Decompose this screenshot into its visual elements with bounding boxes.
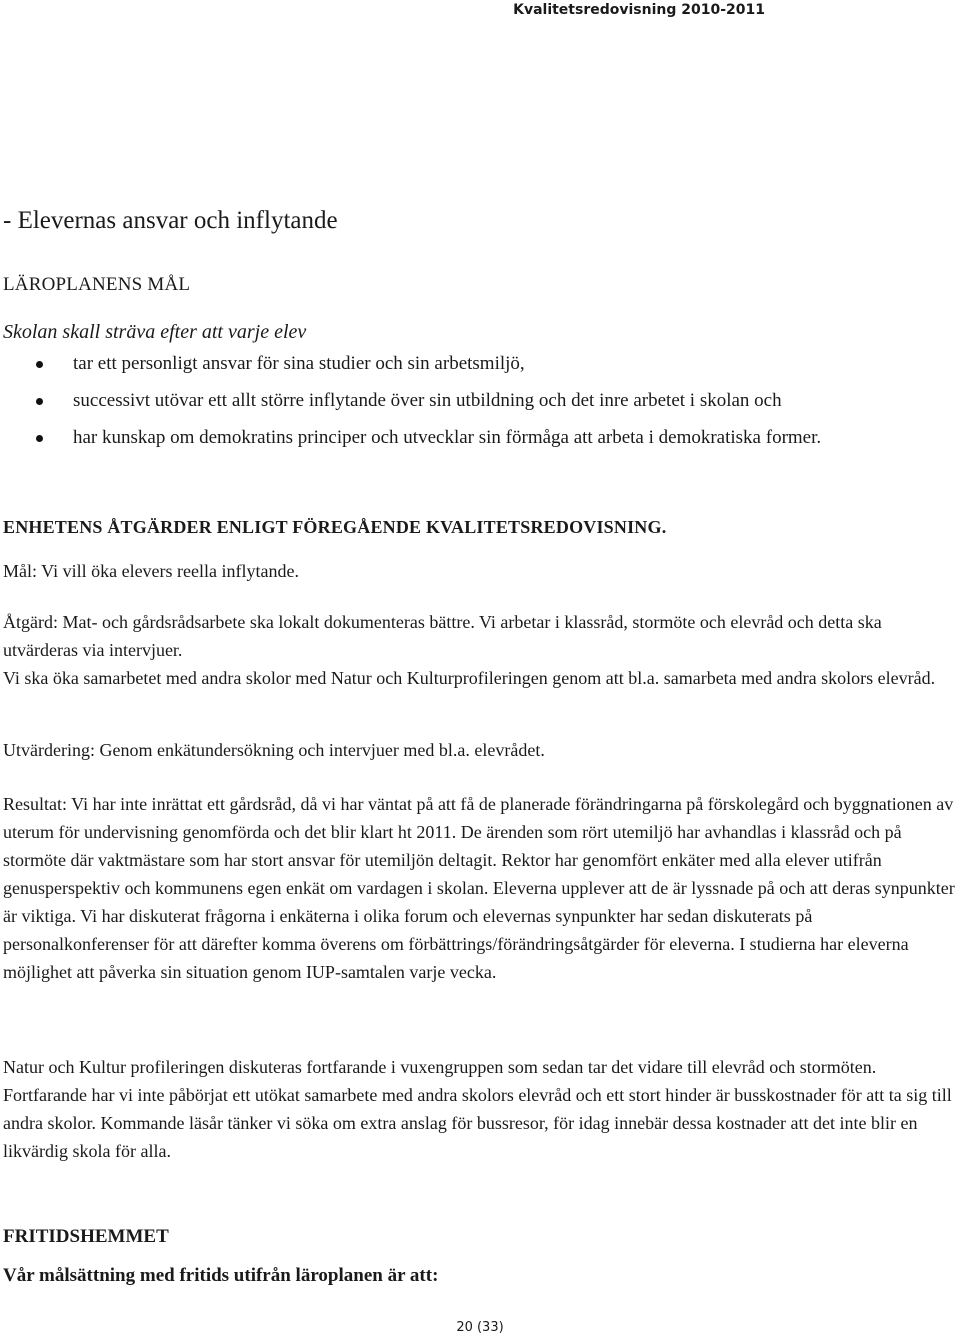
- fritids-heading: FRITIDSHEMMET: [3, 1226, 169, 1247]
- list-item: [0, 424, 953, 452]
- curriculum-goals-list: [0, 350, 960, 452]
- bullet-icon: [36, 398, 43, 405]
- list-item: [0, 350, 953, 378]
- result-paragraph: Resultat: Vi har inte inrättat ett gårdsråd, då vi har väntat på att få de planerade förändringarna på förskolegård och byggnationen av uterum för undervisning genomförda och det blir klart ht 2011. De ärenden som rört utemiljö har avhandlas i klassråd och på stormöte där vaktmästare som har stort ansvar för utemiljön deltagit. Rektor har genomfört enkäter med alla elever utifrån genusperspektiv och kommunens egen enkät om vardagen i skolan. Eleverna upplever att de är lyssnade på och att deras synpunkter är viktiga. Vi har diskuterat frågorna i enkäterna i olika forum och elevernas synpunkter har sedan diskuterats på personalkonferenser för att därefter komma överens om förbättrings/förändringsåtgärder för eleverna. I studierna har eleverna möjlighet att påverka sin situation genom IUP-samtalen varje vecka.: [3, 794, 955, 982]
- goal-text: Mål: Vi vill öka elevers reella inflytande.: [3, 561, 299, 581]
- collaboration-text: Vi ska öka samarbetet med andra skolor med Natur och Kulturprofileringen genom att bl.a. samarbeta med andra skolors elevråd.: [3, 668, 936, 688]
- list-item-text: har kunskap om demokratins principer och utvecklar sin förmåga att arbeta i demokratiska former.: [73, 427, 822, 448]
- curriculum-goals-heading: LÄROPLANENS MÅL: [3, 274, 191, 295]
- fritids-goal-intro: Vår målsättning med fritids utifrån läroplanen är att:: [3, 1265, 439, 1286]
- running-header: Kvalitetsredovisning 2010-2011: [513, 2, 765, 18]
- unit-actions-heading: ENHETENS ÅTGÄRDER ENLIGT FÖREGÅENDE KVALITETSREDOVISNING.: [3, 517, 667, 537]
- page-number: 20 (33): [456, 1320, 504, 1335]
- action-text: Åtgärd: Mat- och gårdsrådsarbete ska lokalt dokumenteras bättre. Vi arbetar i klassråd, stormöte och elevråd och detta ska utvärderas via intervjuer.: [3, 612, 882, 660]
- bullet-icon: [36, 361, 43, 368]
- bullet-icon: [36, 435, 43, 442]
- section-title: - Elevernas ansvar och inflytande: [3, 207, 338, 234]
- list-item: [0, 387, 953, 415]
- evaluation-text: Utvärdering: Genom enkätundersökning och intervjuer med bl.a. elevrådet.: [3, 740, 545, 760]
- action-paragraph: [3, 608, 958, 692]
- list-item-text: successivt utövar ett allt större inflytande över sin utbildning och det inre arbetet i skolan och: [73, 390, 782, 411]
- curriculum-goals-intro: Skolan skall sträva efter att varje elev: [3, 321, 307, 343]
- natur-kultur-paragraph: Natur och Kultur profileringen diskuteras fortfarande i vuxengruppen som sedan tar det vidare till elevråd och stormöten. Fortfarande har vi inte påbörjat ett utökat samarbete med andra skolors elevråd och ett stort hinder är busskostnader för att ta sig till andra skolor. Kommande läsår tänker vi söka om extra anslag för bussresor, för idag innebär dessa kostnader att det inte blir en likvärdig skola för alla.: [3, 1057, 952, 1161]
- list-item-text: tar ett personligt ansvar för sina studier och sin arbetsmiljö,: [73, 353, 525, 374]
